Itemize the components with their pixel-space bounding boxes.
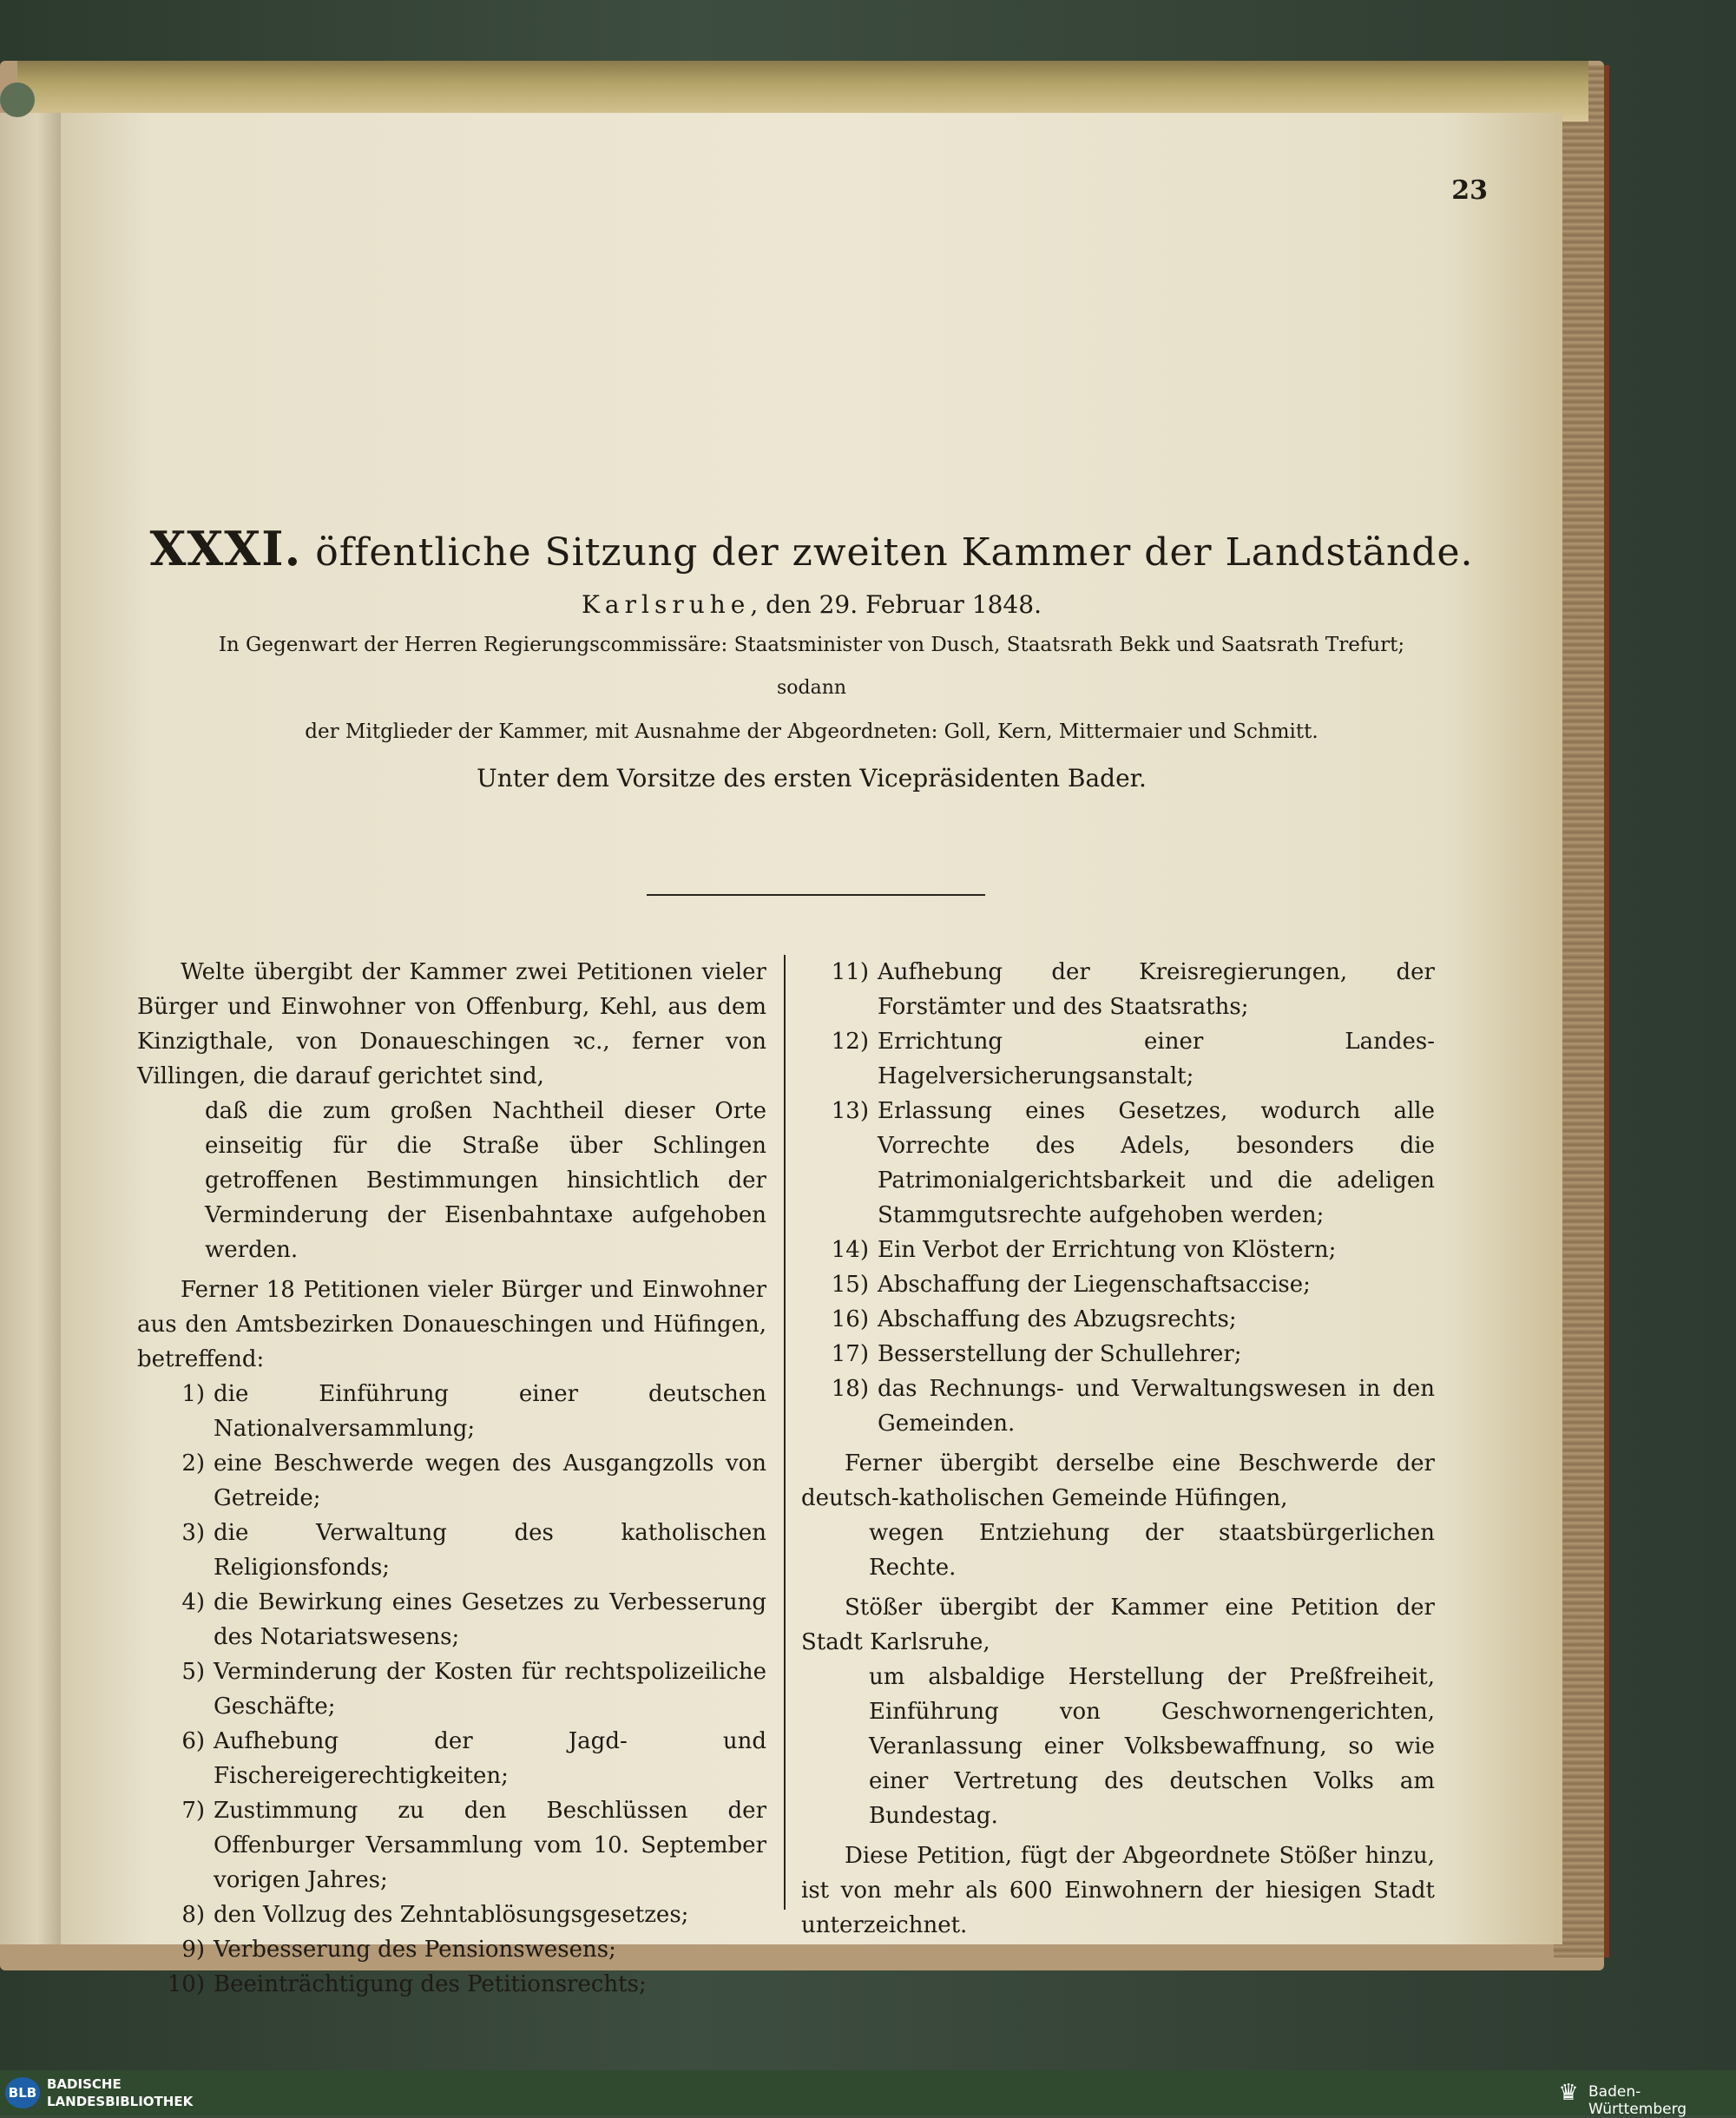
list-item: 8) den Vollzug des Zehntablösungsgesetzes; xyxy=(181,1902,689,1928)
list-item: 18) das Rechnungs- und Verwaltungswesen in den Gemeinden. xyxy=(831,1376,1435,1437)
place-date-line xyxy=(61,590,1562,619)
list-item: 15) Abschaffung der Liegenschaftsaccise; xyxy=(831,1272,1311,1298)
session-title-text: öffentliche Sitzung der zweiten Kammer der Landstände. xyxy=(315,530,1474,575)
bw-label[interactable]: Baden-Württemberg xyxy=(1588,2083,1687,2118)
document-page xyxy=(61,113,1562,1997)
list-item: 3) die Verwaltung des katholischen Religionsfonds; xyxy=(181,1520,766,1581)
chair-line: Unter dem Vorsitze des ersten Vicepräsidenten Bader. xyxy=(477,764,1147,793)
welte-intro: Welte übergibt der Kammer zwei Petitionen vieler Bürger und Einwohner von Offenburg, Kehl, aus dem Kinzigthale, von Donaueschingen ꝛc., ferner von Villingen, die darauf gerichtet sind, xyxy=(137,959,766,1089)
blb-name-line1: BADISCHE xyxy=(47,2076,122,2092)
bookmark-ribbon xyxy=(0,82,35,117)
stoesser-request: um alsbaldige Herstellung der Preßfreiheit, Einführung von Geschwornengerichten, Veranlassung einer Volksbewaffnung, so wie einer Vertretung des deutschen Volks am Bundestag. xyxy=(869,1664,1435,1829)
list-item: 7) Zustimmung zu den Beschlüssen der Offenburger Versammlung vom 10. September vorigen Jahres; xyxy=(181,1798,766,1893)
list-item: 9) Verbesserung des Pensionswesens; xyxy=(181,1937,616,1963)
session-number: XXXI. xyxy=(149,521,302,576)
list-item: 11) Aufhebung der Kreisregierungen, der Forstämter und des Staatsraths; xyxy=(831,959,1435,1020)
presence-line: In Gegenwart der Herren Regierungscommissäre: Staatsminister von Dusch, Staatsrath Bekk und Saatsrath Trefurt; xyxy=(218,634,1405,656)
ferner-beschwerde-request: wegen Entziehung der staatsbürgerlichen Rechte. xyxy=(869,1520,1435,1581)
list-item: 6) Aufhebung der Jagd- und Fischereigerechtigkeiten; xyxy=(181,1728,766,1789)
stoesser-paragraph: Stößer übergibt der Kammer eine Petition der Stadt Karlsruhe, xyxy=(801,1595,1435,1655)
page-number: 23 xyxy=(1451,175,1488,206)
left-page-edge xyxy=(0,113,62,1944)
welte-request: daß die zum großen Nachtheil dieser Orte einseitig für die Straße über Schlingen getroffenen Bestimmungen hinsichtlich der Verminderung der Eisenbahntaxe aufgehoben werden. xyxy=(205,1098,766,1263)
blb-logo-icon[interactable]: BLB xyxy=(5,2077,40,2108)
list-item: 4) die Bewirkung eines Gesetzes zu Verbesserung des Notariatswesens; xyxy=(181,1589,766,1650)
column-rule xyxy=(784,955,786,1910)
members-line: der Mitglieder der Kammer, mit Ausnahme der Abgeordneten: Goll, Kern, Mittermaier und Schmitt. xyxy=(305,720,1318,743)
sodann-line: sodann xyxy=(776,677,847,699)
list-item: 14) Ein Verbot der Errichtung von Klöstern; xyxy=(831,1237,1337,1263)
list-item: 13) Erlassung eines Gesetzes, wodurch alle Vorrechte des Adels, besonders die Patrimonialgerichtsbarkeit und die adeligen Stammgutsrechte aufgehoben werden; xyxy=(831,1098,1435,1228)
list-item: 10) Beeinträchtigung des Petitionsrechts; xyxy=(167,1971,647,1997)
right-column xyxy=(801,955,1435,1943)
list-item: 16) Abschaffung des Abzugsrechts; xyxy=(831,1306,1237,1332)
closing-paragraph: Diese Petition, fügt der Abgeordnete Stößer hinzu, ist von mehr als 600 Einwohnern der hiesigen Stadt unterzeichnet. xyxy=(801,1843,1435,1938)
list-item: 2) eine Beschwerde wegen des Ausgangzolls von Getreide; xyxy=(181,1450,766,1511)
ferner-paragraph: Ferner 18 Petitionen vieler Bürger und Einwohner aus den Amtsbezirken Donaueschingen und Hüfingen, betreffend: xyxy=(137,1277,766,1372)
section-divider xyxy=(647,894,985,896)
viewer-footer xyxy=(0,2070,1736,2118)
blb-name[interactable] xyxy=(47,2075,193,2110)
list-item: 17) Besserstellung der Schullehrer; xyxy=(831,1341,1242,1367)
bw-coat-of-arms-icon: ♛ xyxy=(1558,2080,1579,2106)
session-title xyxy=(61,521,1562,576)
date: , den 29. Februar 1848. xyxy=(750,590,1042,619)
left-column xyxy=(137,955,766,2002)
list-item: 1) die Einführung einer deutschen Nationalversammlung; xyxy=(181,1381,766,1442)
list-item: 5) Verminderung der Kosten für rechtspolizeiliche Geschäfte; xyxy=(181,1659,766,1720)
place: Karlsruhe xyxy=(582,590,751,619)
blb-name-line2: LANDESBIBLIOTHEK xyxy=(47,2094,194,2109)
list-item: 12) Errichtung einer Landes-Hagelversicherungsanstalt; xyxy=(831,1029,1435,1089)
ferner-beschwerde: Ferner übergibt derselbe eine Beschwerde der deutsch-katholischen Gemeinde Hüfingen, xyxy=(801,1450,1435,1511)
